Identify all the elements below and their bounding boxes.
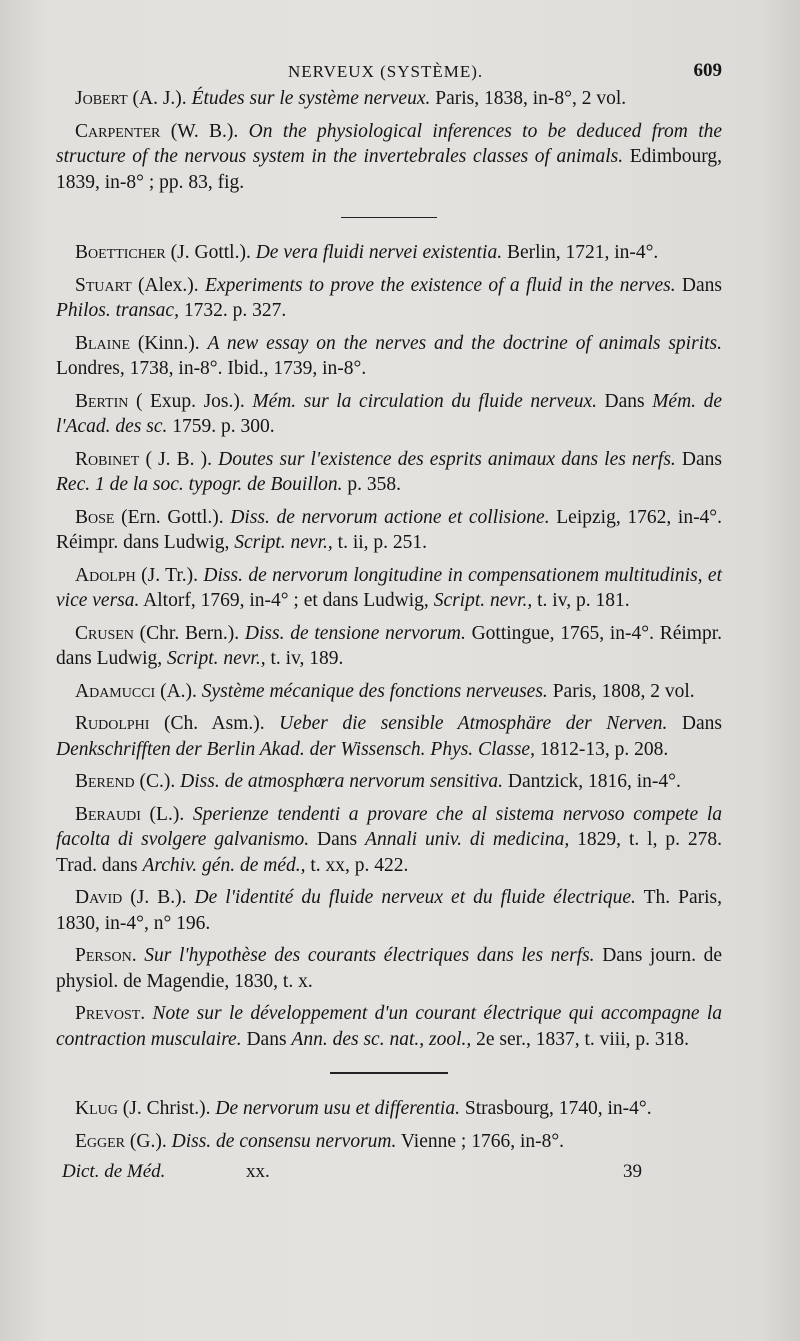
entry-title: Rec. 1 de la soc. typogr. de Bouillon. bbox=[56, 474, 343, 495]
bibliography-entry bbox=[56, 86, 722, 112]
entry-title: Diss. de consensu nervorum. bbox=[171, 1130, 397, 1152]
entry-title: Annali univ. di medicina, bbox=[365, 829, 570, 850]
entry-title: Archiv. gén. de méd., bbox=[142, 854, 306, 876]
entry-title: De vera fluidi nervei existentia. bbox=[255, 242, 503, 263]
entry-title: Doutes sur l'existence des esprits animaux dans les nerfs. bbox=[218, 448, 676, 470]
bibliography-entry bbox=[56, 389, 722, 440]
entry-author: Blaine bbox=[75, 332, 130, 354]
page-number: 609 bbox=[693, 60, 722, 81]
entry-text: Dans bbox=[667, 713, 722, 734]
entry-text: 1829, t. l, p. 278. Trad. dans bbox=[56, 829, 722, 876]
entry-text: 1732. p. 327. bbox=[178, 300, 287, 321]
entry-author: Egger bbox=[75, 1130, 126, 1152]
entry-text: Dans bbox=[309, 829, 366, 850]
entry-text: t. xx, p. 422. bbox=[305, 854, 409, 876]
entry-text: (A. J.). bbox=[127, 88, 192, 109]
entry-author: Bertin bbox=[75, 390, 129, 412]
entry-text: p. 358. bbox=[342, 474, 401, 495]
entry-text: Gottingue, 1765, in-4°. Réimpr. dans Ludwig, bbox=[56, 622, 722, 669]
entry-text: Dans journ. de physiol. de Magendie, 1830, t. x. bbox=[56, 945, 722, 992]
entry-title: Script. nevr., bbox=[167, 648, 266, 669]
bibliography-entry bbox=[56, 1001, 722, 1052]
footer-sheet-number: 39 bbox=[623, 1161, 642, 1182]
entry-text: t. iv, p. 181. bbox=[532, 590, 630, 611]
bibliography-entry bbox=[56, 1129, 722, 1155]
bibliography-entry bbox=[56, 802, 722, 879]
entry-text: Vienne ; 1766, in-8°. bbox=[396, 1130, 565, 1152]
entry-text: Dans bbox=[675, 274, 723, 296]
bibliography-entry bbox=[56, 505, 722, 556]
entry-author: Stuart bbox=[75, 274, 132, 296]
text-column bbox=[56, 56, 722, 1187]
entry-text: Dans bbox=[675, 448, 723, 470]
entry-text: Londres, 1738, in-8°. Ibid., 1739, in-8°. bbox=[56, 358, 367, 379]
entry-title: Mém. sur la circulation du fluide nerveux. bbox=[252, 390, 597, 412]
entry-title: Experiments to prove the existence of a fluid in the nerves. bbox=[205, 274, 676, 296]
entry-title: Diss. de nervorum actione et collisione. bbox=[230, 506, 550, 528]
entry-text: (Kinn.). bbox=[130, 332, 208, 354]
entry-text: (Ern. Gottl.). bbox=[114, 506, 231, 528]
entry-text: Altorf, 1769, in-4° ; et dans Ludwig, bbox=[139, 590, 434, 611]
entry-text: Paris, 1838, in-8°, 2 vol. bbox=[430, 88, 627, 109]
entry-text: (J. Gottl.). bbox=[165, 242, 256, 263]
entry-author: Jobert bbox=[75, 88, 128, 109]
entry-text: (J. Tr.). bbox=[135, 564, 204, 586]
entry-author: Carpenter bbox=[75, 120, 161, 142]
entry-text: ( J. B. ). bbox=[139, 448, 219, 470]
entry-title: Système mécanique des fonctions nerveuses. bbox=[201, 680, 548, 702]
bibliography-entry bbox=[56, 240, 722, 266]
entry-author: Berend bbox=[75, 771, 135, 792]
entry-text: (Ch. Asm.). bbox=[149, 713, 280, 734]
footer-volume: xx. bbox=[246, 1161, 270, 1182]
entry-title: Diss. de nervorum longitudine in compensationem multitudinis, et vice versa. bbox=[56, 564, 723, 611]
entry-text: Dans bbox=[241, 1028, 292, 1050]
bibliography-entry bbox=[56, 943, 722, 994]
bibliography-entry bbox=[56, 273, 722, 324]
entry-text: t. iv, 189. bbox=[265, 648, 344, 669]
bibliography-entry bbox=[56, 621, 722, 672]
entry-title: On the physiological inferences to be deduced from the structure of the nervous system in the invertebrales classes of animals. bbox=[56, 120, 723, 167]
entry-text: Strasbourg, 1740, in-4°. bbox=[459, 1098, 652, 1119]
entry-title: Ueber die sensible Atmosphäre der Nerven. bbox=[279, 713, 668, 734]
entry-group-3 bbox=[56, 1096, 722, 1154]
bibliography-entry bbox=[56, 331, 722, 382]
entry-text: Th. Paris, 1830, in-4°, n° 196. bbox=[56, 887, 722, 934]
entry-title: De nervorum usu et differentia. bbox=[215, 1098, 460, 1119]
bibliography-entry bbox=[56, 679, 722, 705]
entry-text: (L.). bbox=[140, 803, 193, 825]
entry-title: Sperienze tendenti a provare che al sistema nervoso compete la facolta di svolgere galvanismo. bbox=[56, 803, 723, 850]
entry-title: Diss. de tensione nervorum. bbox=[244, 622, 466, 644]
entry-author: Prevost bbox=[75, 1003, 141, 1024]
entry-title: Script. nevr., bbox=[234, 532, 333, 553]
entry-text: ( Exup. Jos.). bbox=[128, 390, 253, 412]
entry-author: Bose bbox=[75, 506, 115, 528]
entry-title: Sur l'hypothèse des courants électriques dans les nerfs. bbox=[144, 945, 595, 966]
entry-text: (C.). bbox=[134, 771, 181, 792]
entry-text: (W. B.). bbox=[160, 120, 249, 142]
entry-group-2 bbox=[56, 240, 722, 1052]
footer-signature: Dict. de Méd. bbox=[62, 1161, 166, 1182]
bibliography-entry bbox=[56, 1096, 722, 1122]
entry-text: . bbox=[131, 945, 145, 966]
bibliography-entry bbox=[56, 563, 722, 614]
entry-author: Crusen bbox=[75, 622, 134, 644]
page-header bbox=[56, 56, 722, 86]
bibliography-entry bbox=[56, 711, 722, 762]
bibliography-entry bbox=[56, 769, 722, 795]
entry-text: Paris, 1808, 2 vol. bbox=[547, 680, 695, 702]
entry-title: A new essay on the nerves and the doctrine of animals spirits. bbox=[207, 332, 722, 354]
bibliography-entry bbox=[56, 885, 722, 936]
entry-author: David bbox=[75, 887, 123, 908]
entry-author: Klug bbox=[75, 1098, 118, 1119]
entry-text: (A.). bbox=[155, 680, 202, 702]
entry-title: Note sur le développement d'un courant électrique qui accompagne la contraction musculaire. bbox=[56, 1003, 723, 1050]
bibliography-entry bbox=[56, 447, 722, 498]
entry-title: Mém. de l'Acad. des sc. bbox=[56, 390, 723, 437]
entry-group-1 bbox=[56, 86, 722, 195]
bibliography-entry bbox=[56, 119, 722, 196]
running-head: NERVEUX (SYSTÈME). bbox=[288, 62, 484, 81]
section-rule bbox=[330, 1072, 448, 1074]
entry-text: Edimbourg, 1839, in-8° ; pp. 83, fig. bbox=[56, 146, 723, 193]
entry-text: 2e ser., 1837, t. viii, p. 318. bbox=[471, 1028, 689, 1050]
entry-title: Études sur le système nerveux. bbox=[191, 88, 431, 109]
entry-text: Berlin, 1721, in-4°. bbox=[502, 242, 659, 263]
entry-title: Ann. des sc. nat., zool., bbox=[291, 1028, 472, 1050]
entry-text: (G.). bbox=[125, 1130, 172, 1152]
entry-text: (J. Christ.). bbox=[117, 1098, 216, 1119]
entry-text: t. ii, p. 251. bbox=[332, 532, 428, 553]
entry-author: Boetticher bbox=[75, 242, 166, 263]
entry-text: (J. B.). bbox=[122, 887, 195, 908]
entry-text: (Alex.). bbox=[131, 274, 206, 296]
entry-text: 1812-13, p. 208. bbox=[534, 738, 669, 760]
entry-text: Dans bbox=[596, 390, 653, 412]
entry-author: Robinet bbox=[75, 448, 140, 470]
page-footer bbox=[56, 1161, 722, 1187]
entry-title: Script. nevr., bbox=[433, 590, 533, 611]
entry-author: Adamucci bbox=[75, 680, 156, 702]
entry-title: Philos. transac, bbox=[56, 300, 179, 321]
entry-title: Diss. de atmosphœra nervorum sensitiva. bbox=[180, 771, 503, 792]
entry-author: Rudolphi bbox=[75, 713, 150, 734]
section-rule bbox=[341, 217, 437, 218]
entry-text: Leipzig, 1762, in-4°. Réimpr. dans Ludwig, bbox=[56, 506, 722, 553]
entry-author: Beraudi bbox=[75, 803, 141, 825]
entry-author: Person bbox=[75, 945, 132, 966]
entry-text: (Chr. Bern.). bbox=[133, 622, 245, 644]
entry-title: Denkschrifften der Berlin Akad. der Wissensch. Phys. Classe, bbox=[56, 738, 535, 760]
entry-text: Dantzick, 1816, in-4°. bbox=[503, 771, 681, 792]
entry-title: De l'identité du fluide nerveux et du fluide électrique. bbox=[194, 887, 636, 908]
entry-author: Adolph bbox=[75, 564, 136, 586]
entry-text: . bbox=[140, 1003, 153, 1024]
entry-text: 1759. p. 300. bbox=[167, 416, 275, 437]
